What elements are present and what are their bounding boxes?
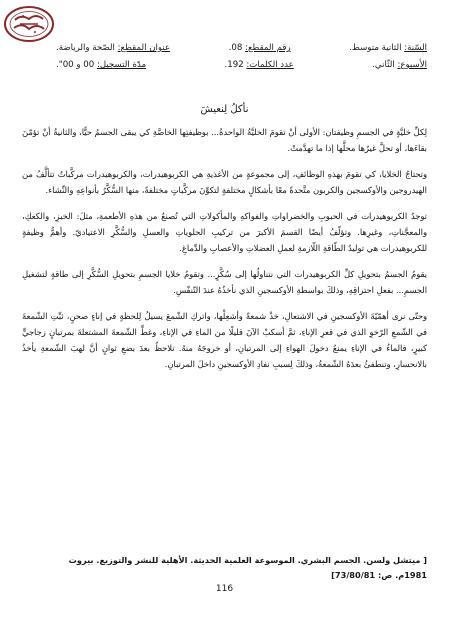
section-title-field [56, 40, 170, 57]
reference-line-1: [ ميتشل ولسن. الجسم البشري. الموسوعة العلمية الحديثة. الأهلية للنشر والتوزيع. بيروت [68, 555, 427, 565]
week-value: الثّاني. [372, 60, 395, 70]
header-row-2 [56, 57, 427, 74]
duration-field [56, 57, 146, 74]
duration-value: 00 و 00". [56, 60, 95, 70]
paragraph: وحتّى نرى أهمّيّةَ الأوكسجينِ في الاشتعالِ، خذْ شمعةً وأشعِلْها، واتركِ الشّمعَ يسيلُ لِلحظةٍ في إناءٍ صحنٍ، ثبِّتِ الشّمعةَ في الشّمعِ الرّخوِ الذي في قعرِ الإناءِ، ثمَّ أسكبْ الآنَ قليلًا من الماءِ في الإناءِ، وغطِّ الشّمعةَ المشتعلةَ بمرتبانٍ زجاجيٍّ كبيرٍ، فالماءُ في الإناءِ يمنعُ دخولَ الهواءِ إلى المرتبانِ، أو خروجَهُ منهُ. تلاحظُ بعدَ بضعِ ثوانٍ أنَّ لهبَ الشّمعةِ يأخذُ بالانحسارِ، وتنطفئُ بعدَهُ الشّمعةُ، وذلكَ لِسببِ نفادِ الأوكسجينِ داخلَ المرتبانِ. [22, 311, 427, 369]
section-number-field [229, 40, 291, 57]
word-count-field [225, 57, 294, 74]
paragraph: لِكلِّ خليَّةٍ في الجسمِ وظيفتان: الأولى أنْ تقومَ الخليَّةُ الواحدةُ... بوظيفتِها الخاصَّةِ كي يبقى الجسمُ حيًّا، والثانيةُ أنْ تؤمّنَ بقاءَها، أو تحلَّ غيرُها محلَّها إذا ما تهدَّمتْ. [22, 127, 427, 153]
section-number-value: 08. [228, 43, 243, 53]
text-body [22, 124, 427, 382]
week-label: الأسبوع: [397, 60, 427, 70]
source-reference [22, 553, 427, 583]
paragraph: وتحتاجُ الخلايا، كي تقومَ بهذهِ الوظائفِ، إلى مجموعةٍ من الأغذيةِ هي الكربوهيدرات، والكربوهيدرات مركَّباتٌ تتألَّفُ من الهيدروجين والأوكسجين والكربون متَّحدةً معًا بأشكالٍ مختلفةٍ لتكوِّنَ مركَّباتٍ مختلفةً، منها السُّكَّرُ بأنواعِهِ والنِّشاء. [22, 169, 427, 195]
level-label: السّنة: [404, 43, 427, 53]
section-title-label: عنوان المقطع: [117, 43, 171, 53]
word-count-label: عدد الكلمات: [246, 60, 294, 70]
page-number: 116 [215, 584, 234, 594]
word-count-value: 192. [224, 60, 244, 70]
paragraph: يقومُ الجسمُ بتحويلِ كلِّ الكربوهيدرات التي نتناولُها إلى سُكَّرٍ... وتقومُ خلايا الجسمِ بتحويلِ السُّكَّرِ إلى طاقةٍ لتشغيلِ الجسمِ... بفعلِ احتراقِهِ، وذلكَ بواسطةِ الأوكسجينِ الذي نأخذُهُ عندَ التّنفّسِ. [22, 269, 427, 295]
lesson-header [56, 40, 427, 74]
header-row-1 [56, 40, 427, 57]
reference-line-2: 1981م. ص: 73/80/81] [331, 570, 427, 580]
stamp-logo [3, 4, 55, 44]
level-value: الثانية متوسط. [349, 43, 402, 53]
duration-label: مدّة التسجيل: [96, 60, 147, 70]
level-field [349, 40, 427, 57]
text-title: نأكلُ لِنعيشَ [200, 104, 249, 115]
week-field [372, 57, 427, 74]
section-number-label: رقم المقطع: [245, 43, 291, 53]
section-title-value: الصّحة والرياضة. [56, 43, 115, 53]
paragraph: توجدُ الكربوهيدرات في الحبوبِ والخضراواتِ والفواكهِ والمأكولاتِ التي تُصنعُ من هذهِ الأطعمةِ، مثلَ: الخبزِ، والكعكِ، والمعجَّناتِ، وغيرِها. وتؤلّفُ أيضًا القسمَ الأكبرَ من تركيبِ الحلوياتِ والعسلِ والسُّكَّرِ الاعتياديّ. وأهمُّ وظيفةٍ للكربوهيدرات هي توليدُ الطّاقةِ اللّازمةِ لعملِ العضلاتِ والأعصابِ والدِّماغِ. [22, 211, 427, 253]
stamp-logo-graphic [3, 4, 55, 44]
